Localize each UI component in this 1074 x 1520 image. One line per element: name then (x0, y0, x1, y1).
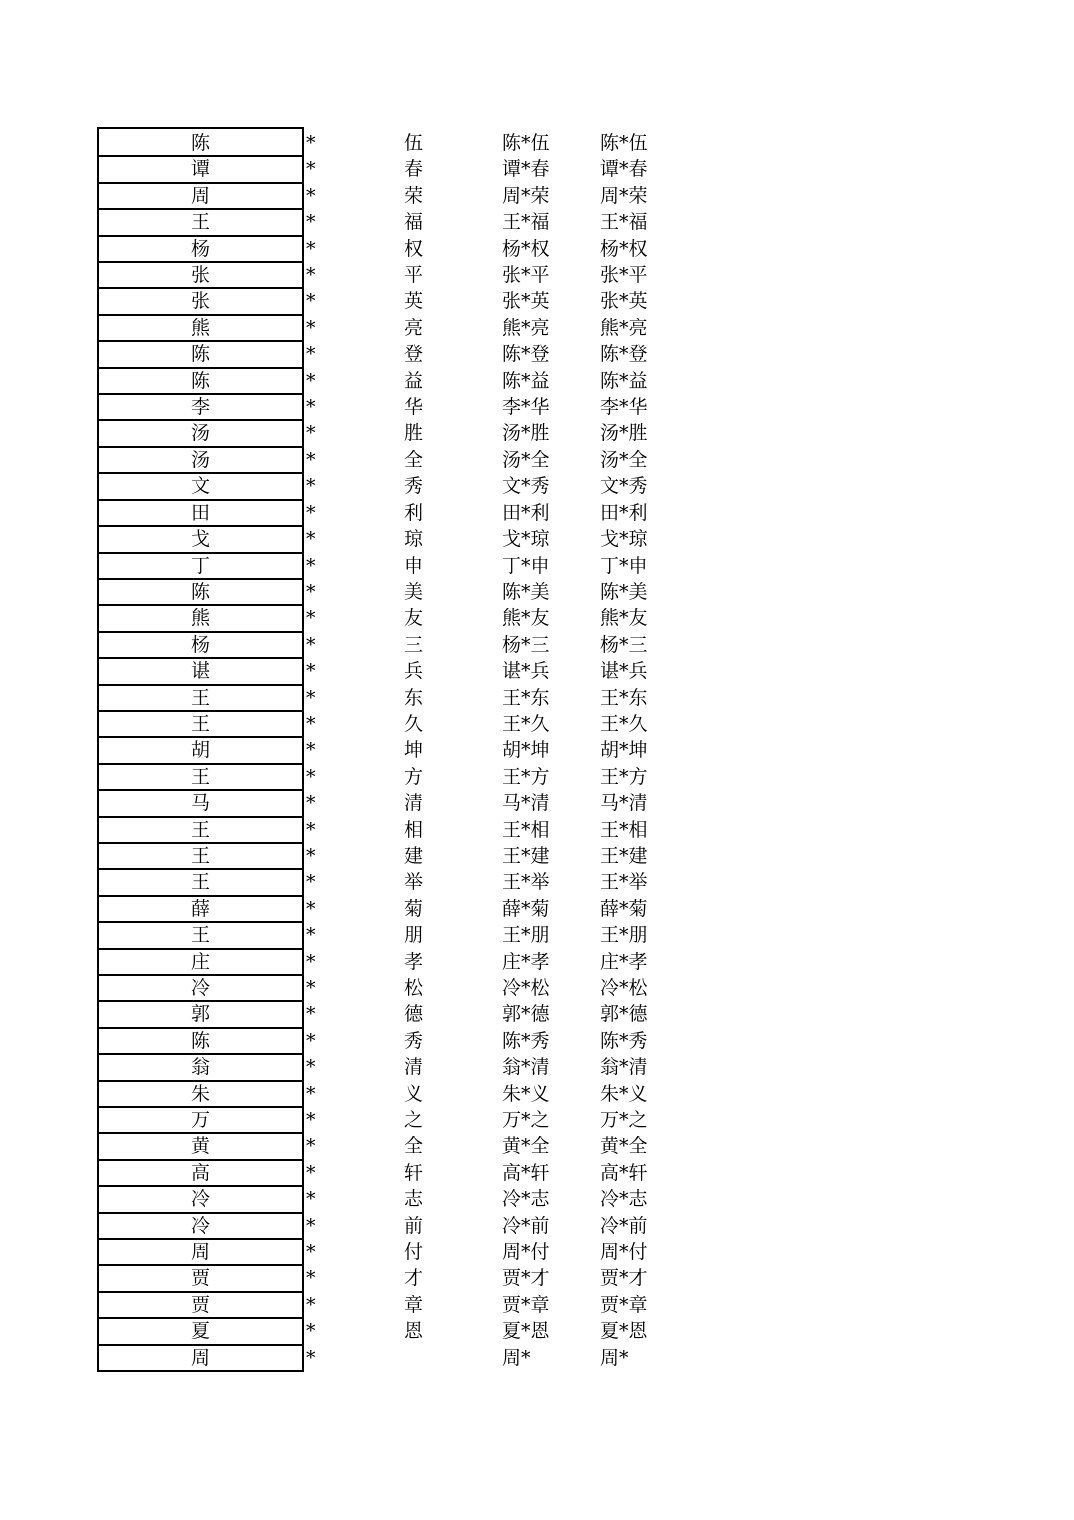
mask-cell[interactable]: * (306, 1135, 316, 1158)
masked-name-cell[interactable]: 王*建 (502, 844, 550, 867)
masked-name-copy-cell[interactable]: 马*清 (600, 792, 648, 815)
surname-cell[interactable]: 谭 (97, 155, 304, 183)
surname-cell[interactable]: 冷 (97, 974, 304, 1002)
masked-name-cell[interactable]: 陈*登 (502, 343, 550, 366)
mask-cell[interactable]: * (306, 1267, 316, 1290)
table-row (97, 657, 697, 683)
masked-name-copy-cell[interactable]: 田*利 (600, 501, 648, 524)
masked-name-cell[interactable]: 薛*菊 (502, 897, 550, 920)
masked-name-cell[interactable]: 高*轩 (502, 1161, 550, 1184)
masked-name-copy-cell[interactable]: 杨*权 (600, 237, 648, 260)
given-name-cell[interactable]: 建 (404, 844, 424, 867)
masked-name-copy-cell[interactable]: 戈*琼 (600, 528, 648, 551)
surname-cell[interactable]: 周 (97, 1344, 304, 1372)
given-name-cell[interactable]: 秀 (404, 1029, 424, 1052)
mask-cell[interactable]: * (306, 739, 316, 762)
table-row (97, 1132, 697, 1158)
masked-name-copy-cell[interactable]: 谭*春 (600, 158, 648, 181)
masked-name-copy-cell[interactable]: 谌*兵 (600, 660, 648, 683)
masked-name-cell[interactable]: 王*方 (502, 765, 550, 788)
table-row (97, 472, 697, 498)
table-row (97, 578, 697, 604)
surname-cell[interactable]: 冷 (97, 1185, 304, 1213)
surname-cell[interactable]: 李 (97, 393, 304, 421)
masked-name-copy-cell[interactable]: 冷*松 (600, 977, 648, 999)
table-row (97, 182, 697, 208)
mask-cell[interactable]: * (306, 448, 316, 471)
masked-name-copy-cell[interactable]: 庄*孝 (600, 950, 648, 973)
masked-name-copy-cell[interactable]: 王*相 (600, 818, 648, 841)
name-table (97, 129, 697, 1370)
masked-name-copy-cell[interactable]: 周* (600, 1346, 629, 1369)
masked-name-cell[interactable]: 周*荣 (502, 184, 550, 207)
surname-cell[interactable]: 王 (97, 842, 304, 870)
surname-cell[interactable]: 王 (97, 710, 304, 738)
masked-name-copy-cell[interactable]: 王*东 (600, 686, 648, 709)
masked-name-copy-cell[interactable]: 王*久 (600, 712, 648, 735)
masked-name-copy-cell[interactable]: 王*福 (600, 211, 648, 234)
table-row (97, 1291, 697, 1317)
masked-name-copy-cell[interactable]: 陈*登 (600, 343, 648, 366)
masked-name-copy-cell[interactable]: 陈*秀 (600, 1029, 648, 1052)
masked-name-copy-cell[interactable]: 薛*菊 (600, 897, 648, 920)
masked-name-cell[interactable]: 张*英 (502, 290, 550, 313)
masked-name-cell[interactable]: 陈*秀 (502, 1029, 550, 1052)
table-row (97, 419, 697, 445)
given-name-cell[interactable]: 东 (404, 686, 424, 709)
mask-cell[interactable]: * (306, 924, 316, 947)
given-name-cell[interactable]: 全 (404, 1135, 424, 1158)
mask-cell[interactable]: * (306, 977, 316, 999)
surname-cell[interactable]: 王 (97, 763, 304, 791)
surname-cell[interactable]: 郭 (97, 1000, 304, 1028)
surname-cell[interactable]: 陈 (97, 127, 304, 157)
surname-cell[interactable]: 文 (97, 472, 304, 500)
surname-cell[interactable]: 陈 (97, 340, 304, 368)
mask-cell[interactable]: * (306, 1161, 316, 1184)
masked-name-copy-cell[interactable]: 李*华 (600, 396, 648, 419)
table-row (97, 129, 697, 155)
given-name-cell[interactable]: 英 (404, 290, 424, 313)
masked-name-copy-cell[interactable]: 张*英 (600, 290, 648, 313)
given-name-cell[interactable]: 伍 (404, 132, 424, 154)
masked-name-cell[interactable]: 李*华 (502, 396, 550, 419)
mask-cell[interactable]: * (306, 818, 316, 841)
given-name-cell[interactable]: 章 (404, 1293, 424, 1316)
surname-cell[interactable]: 高 (97, 1159, 304, 1187)
table-row (97, 499, 697, 525)
given-name-cell[interactable]: 友 (404, 607, 424, 630)
masked-name-copy-cell[interactable]: 冷*志 (600, 1188, 648, 1211)
masked-name-copy-cell[interactable]: 高*轩 (600, 1161, 648, 1184)
masked-name-cell[interactable]: 夏*恩 (502, 1320, 550, 1343)
table-row (97, 1027, 697, 1053)
masked-name-cell[interactable]: 周* (502, 1346, 531, 1369)
masked-name-cell[interactable]: 庄*孝 (502, 950, 550, 973)
given-name-cell[interactable]: 兵 (404, 660, 424, 683)
masked-name-cell[interactable]: 周*付 (502, 1241, 550, 1264)
table-row (97, 789, 697, 815)
given-name-cell[interactable]: 前 (404, 1214, 424, 1237)
masked-name-copy-cell[interactable]: 周*荣 (600, 184, 648, 207)
given-name-cell[interactable]: 华 (404, 396, 424, 419)
mask-cell[interactable]: * (306, 554, 316, 577)
given-name-cell[interactable]: 权 (404, 237, 424, 260)
surname-cell[interactable]: 庄 (97, 948, 304, 976)
given-name-cell[interactable]: 清 (404, 792, 424, 815)
surname-cell[interactable]: 张 (97, 261, 304, 289)
masked-name-cell[interactable]: 张*平 (502, 264, 550, 287)
mask-cell[interactable]: * (306, 237, 316, 260)
given-name-cell[interactable]: 付 (404, 1241, 424, 1264)
surname-cell[interactable]: 马 (97, 789, 304, 817)
mask-cell[interactable]: * (306, 290, 316, 313)
table-row (97, 1159, 697, 1185)
surname-cell[interactable]: 杨 (97, 235, 304, 263)
mask-cell[interactable]: * (306, 660, 316, 683)
surname-cell[interactable]: 张 (97, 287, 304, 315)
masked-name-copy-cell[interactable]: 汤*全 (600, 448, 648, 471)
masked-name-cell[interactable]: 汤*全 (502, 448, 550, 471)
mask-cell[interactable]: * (306, 765, 316, 788)
table-row (97, 261, 697, 287)
mask-cell[interactable]: * (306, 950, 316, 973)
given-name-cell[interactable]: 相 (404, 818, 424, 841)
given-name-cell[interactable]: 方 (404, 765, 424, 788)
masked-name-copy-cell[interactable]: 丁*申 (600, 554, 648, 577)
masked-name-copy-cell[interactable]: 王*方 (600, 765, 648, 788)
table-row (97, 1185, 697, 1211)
masked-name-copy-cell[interactable]: 文*秀 (600, 475, 648, 498)
table-row (97, 1106, 697, 1132)
given-name-cell[interactable]: 登 (404, 343, 424, 366)
given-name-cell[interactable]: 坤 (404, 739, 424, 762)
mask-cell[interactable]: * (306, 1109, 316, 1132)
masked-name-copy-cell[interactable]: 郭*德 (600, 1003, 648, 1026)
mask-cell[interactable]: * (306, 132, 316, 154)
table-row (97, 763, 697, 789)
masked-name-copy-cell[interactable]: 胡*坤 (600, 739, 648, 762)
table-row (97, 604, 697, 630)
surname-cell[interactable]: 丁 (97, 552, 304, 580)
surname-cell[interactable]: 薛 (97, 895, 304, 923)
table-row (97, 1264, 697, 1290)
mask-cell[interactable]: * (306, 712, 316, 735)
mask-cell[interactable]: * (306, 1346, 316, 1369)
masked-name-copy-cell[interactable]: 汤*胜 (600, 422, 648, 445)
surname-cell[interactable]: 王 (97, 684, 304, 712)
masked-name-copy-cell[interactable]: 朱*义 (600, 1082, 648, 1105)
masked-name-copy-cell[interactable]: 夏*恩 (600, 1320, 648, 1343)
masked-name-cell[interactable]: 黄*全 (502, 1135, 550, 1158)
surname-cell[interactable]: 熊 (97, 314, 304, 342)
mask-cell[interactable]: * (306, 1029, 316, 1052)
surname-cell[interactable]: 周 (97, 182, 304, 210)
masked-name-copy-cell[interactable]: 冷*前 (600, 1214, 648, 1237)
surname-cell[interactable]: 陈 (97, 578, 304, 606)
surname-cell[interactable]: 万 (97, 1106, 304, 1134)
mask-cell[interactable]: * (306, 475, 316, 498)
masked-name-cell[interactable]: 杨*权 (502, 237, 550, 260)
given-name-cell[interactable]: 荣 (404, 184, 424, 207)
given-name-cell[interactable]: 平 (404, 264, 424, 287)
table-row (97, 552, 697, 578)
table-row (97, 631, 697, 657)
table-row (97, 974, 697, 1000)
masked-name-copy-cell[interactable]: 王*举 (600, 871, 648, 894)
surname-cell[interactable]: 周 (97, 1238, 304, 1266)
surname-cell[interactable]: 翁 (97, 1053, 304, 1081)
mask-cell[interactable]: * (306, 1188, 316, 1211)
surname-cell[interactable]: 贾 (97, 1264, 304, 1292)
mask-cell[interactable]: * (306, 1214, 316, 1237)
masked-name-copy-cell[interactable]: 贾*才 (600, 1267, 648, 1290)
given-name-cell[interactable]: 亮 (404, 316, 424, 339)
given-name-cell[interactable]: 琼 (404, 528, 424, 551)
mask-cell[interactable]: * (306, 528, 316, 551)
masked-name-copy-cell[interactable]: 陈*美 (600, 580, 648, 603)
surname-cell[interactable]: 熊 (97, 604, 304, 632)
given-name-cell[interactable]: 益 (404, 369, 424, 392)
surname-cell[interactable]: 陈 (97, 1027, 304, 1055)
given-name-cell[interactable]: 美 (404, 580, 424, 603)
given-name-cell[interactable]: 才 (404, 1267, 424, 1290)
masked-name-cell[interactable]: 朱*义 (502, 1082, 550, 1105)
table-row (97, 367, 697, 393)
table-row (97, 287, 697, 313)
surname-cell[interactable]: 贾 (97, 1291, 304, 1319)
given-name-cell[interactable]: 胜 (404, 422, 424, 445)
surname-cell[interactable]: 汤 (97, 446, 304, 474)
mask-cell[interactable]: * (306, 871, 316, 894)
masked-name-copy-cell[interactable]: 王*朋 (600, 924, 648, 947)
masked-name-cell[interactable]: 陈*伍 (502, 132, 550, 154)
surname-cell[interactable]: 王 (97, 921, 304, 949)
given-name-cell[interactable]: 轩 (404, 1161, 424, 1184)
mask-cell[interactable]: * (306, 343, 316, 366)
given-name-cell[interactable]: 德 (404, 1003, 424, 1026)
masked-name-cell[interactable]: 王*举 (502, 871, 550, 894)
table-row (97, 155, 697, 181)
masked-name-cell[interactable]: 王*久 (502, 712, 550, 735)
table-row (97, 1317, 697, 1343)
masked-name-cell[interactable]: 贾*才 (502, 1267, 550, 1290)
masked-name-copy-cell[interactable]: 杨*三 (600, 633, 648, 656)
mask-cell[interactable]: * (306, 607, 316, 630)
masked-name-cell[interactable]: 丁*申 (502, 554, 550, 577)
table-row (97, 1053, 697, 1079)
masked-name-cell[interactable]: 谭*春 (502, 158, 550, 181)
given-name-cell[interactable]: 义 (404, 1082, 424, 1105)
mask-cell[interactable]: * (306, 316, 316, 339)
given-name-cell[interactable]: 孝 (404, 950, 424, 973)
mask-cell[interactable]: * (306, 1082, 316, 1105)
table-row (97, 736, 697, 762)
table-row (97, 340, 697, 366)
table-row (97, 895, 697, 921)
masked-name-cell[interactable]: 王*东 (502, 686, 550, 709)
mask-cell[interactable]: * (306, 792, 316, 815)
table-row (97, 1080, 697, 1106)
table-row (97, 208, 697, 234)
mask-cell[interactable]: * (306, 686, 316, 709)
surname-cell[interactable]: 王 (97, 816, 304, 844)
surname-cell[interactable]: 戈 (97, 525, 304, 553)
masked-name-copy-cell[interactable]: 贾*章 (600, 1293, 648, 1316)
given-name-cell[interactable]: 之 (404, 1109, 424, 1132)
mask-cell[interactable]: * (306, 1003, 316, 1026)
given-name-cell[interactable]: 举 (404, 871, 424, 894)
masked-name-cell[interactable]: 王*福 (502, 211, 550, 234)
masked-name-copy-cell[interactable]: 熊*亮 (600, 316, 648, 339)
masked-name-cell[interactable]: 王*朋 (502, 924, 550, 947)
masked-name-cell[interactable]: 陈*美 (502, 580, 550, 603)
mask-cell[interactable]: * (306, 1320, 316, 1343)
table-row (97, 816, 697, 842)
mask-cell[interactable]: * (306, 897, 316, 920)
table-row (97, 842, 697, 868)
masked-name-cell[interactable]: 熊*友 (502, 607, 550, 630)
table-row (97, 1238, 697, 1264)
given-name-cell[interactable]: 福 (404, 211, 424, 234)
given-name-cell[interactable]: 朋 (404, 924, 424, 947)
masked-name-copy-cell[interactable]: 周*付 (600, 1241, 648, 1264)
mask-cell[interactable]: * (306, 1293, 316, 1316)
masked-name-cell[interactable]: 胡*坤 (502, 739, 550, 762)
given-name-cell[interactable]: 清 (404, 1056, 424, 1079)
given-name-cell[interactable]: 三 (404, 633, 424, 656)
table-row (97, 235, 697, 261)
masked-name-cell[interactable]: 汤*胜 (502, 422, 550, 445)
given-name-cell[interactable]: 菊 (404, 897, 424, 920)
table-row (97, 1000, 697, 1026)
mask-cell[interactable]: * (306, 580, 316, 603)
given-name-cell[interactable]: 恩 (404, 1320, 424, 1343)
surname-cell[interactable]: 杨 (97, 631, 304, 659)
surname-cell[interactable]: 冷 (97, 1212, 304, 1240)
mask-cell[interactable]: * (306, 264, 316, 287)
masked-name-cell[interactable]: 文*秀 (502, 475, 550, 498)
masked-name-cell[interactable]: 万*之 (502, 1109, 550, 1132)
table-row (97, 446, 697, 472)
mask-cell[interactable]: * (306, 422, 316, 445)
mask-cell[interactable]: * (306, 158, 316, 181)
masked-name-copy-cell[interactable]: 黄*全 (600, 1135, 648, 1158)
masked-name-cell[interactable]: 冷*志 (502, 1188, 550, 1211)
masked-name-copy-cell[interactable]: 张*平 (600, 264, 648, 287)
masked-name-cell[interactable]: 谌*兵 (502, 660, 550, 683)
surname-cell[interactable]: 朱 (97, 1080, 304, 1108)
surname-cell[interactable]: 王 (97, 868, 304, 896)
given-name-cell[interactable]: 秀 (404, 475, 424, 498)
mask-cell[interactable]: * (306, 1056, 316, 1079)
mask-cell[interactable]: * (306, 633, 316, 656)
masked-name-copy-cell[interactable]: 陈*益 (600, 369, 648, 392)
table-row (97, 710, 697, 736)
table-row (97, 525, 697, 551)
table-row (97, 314, 697, 340)
given-name-cell[interactable]: 久 (404, 712, 424, 735)
masked-name-copy-cell[interactable]: 翁*清 (600, 1056, 648, 1079)
surname-cell[interactable]: 胡 (97, 736, 304, 764)
given-name-cell[interactable]: 松 (404, 977, 424, 999)
masked-name-cell[interactable]: 翁*清 (502, 1056, 550, 1079)
mask-cell[interactable]: * (306, 501, 316, 524)
mask-cell[interactable]: * (306, 211, 316, 234)
given-name-cell[interactable]: 利 (404, 501, 424, 524)
masked-name-cell[interactable]: 田*利 (502, 501, 550, 524)
table-row (97, 1212, 697, 1238)
surname-cell[interactable]: 谌 (97, 657, 304, 685)
given-name-cell[interactable]: 全 (404, 448, 424, 471)
mask-cell[interactable]: * (306, 1241, 316, 1264)
table-row (97, 1344, 697, 1370)
masked-name-cell[interactable]: 贾*章 (502, 1293, 550, 1316)
surname-cell[interactable]: 田 (97, 499, 304, 527)
masked-name-cell[interactable]: 冷*松 (502, 977, 550, 999)
mask-cell[interactable]: * (306, 396, 316, 419)
masked-name-cell[interactable]: 冷*前 (502, 1214, 550, 1237)
surname-cell[interactable]: 汤 (97, 419, 304, 447)
masked-name-cell[interactable]: 熊*亮 (502, 316, 550, 339)
given-name-cell[interactable]: 春 (404, 158, 424, 181)
mask-cell[interactable]: * (306, 369, 316, 392)
given-name-cell[interactable]: 志 (404, 1188, 424, 1211)
masked-name-copy-cell[interactable]: 熊*友 (600, 607, 648, 630)
surname-cell[interactable]: 黄 (97, 1132, 304, 1160)
table-row (97, 921, 697, 947)
table-row (97, 684, 697, 710)
surname-cell[interactable]: 陈 (97, 367, 304, 395)
masked-name-cell[interactable]: 戈*琼 (502, 528, 550, 551)
mask-cell[interactable]: * (306, 184, 316, 207)
masked-name-cell[interactable]: 杨*三 (502, 633, 550, 656)
masked-name-cell[interactable]: 陈*益 (502, 369, 550, 392)
surname-cell[interactable]: 夏 (97, 1317, 304, 1345)
masked-name-copy-cell[interactable]: 万*之 (600, 1109, 648, 1132)
masked-name-cell[interactable]: 王*相 (502, 818, 550, 841)
table-row (97, 948, 697, 974)
masked-name-cell[interactable]: 郭*德 (502, 1003, 550, 1026)
table-row (97, 868, 697, 894)
mask-cell[interactable]: * (306, 844, 316, 867)
masked-name-copy-cell[interactable]: 王*建 (600, 844, 648, 867)
masked-name-copy-cell[interactable]: 陈*伍 (600, 132, 648, 154)
table-row (97, 393, 697, 419)
surname-cell[interactable]: 王 (97, 208, 304, 236)
given-name-cell[interactable]: 申 (404, 554, 424, 577)
masked-name-cell[interactable]: 马*清 (502, 792, 550, 815)
given-name-cell[interactable] (404, 1344, 444, 1370)
